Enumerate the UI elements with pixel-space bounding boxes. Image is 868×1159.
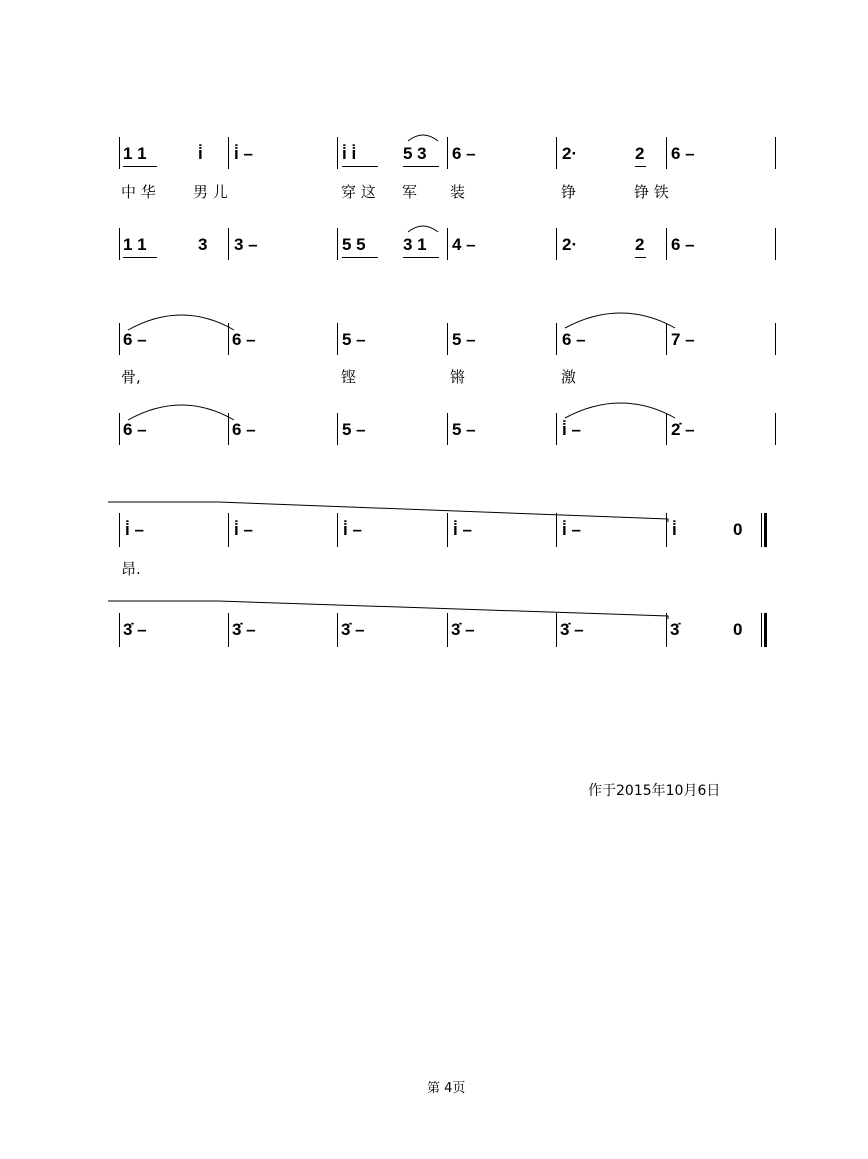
note-upper: 6 – (671, 144, 695, 163)
barline (556, 413, 557, 445)
note-upper: 6 – (452, 144, 476, 163)
note-lower: 3̇ – (232, 620, 256, 639)
note-lower: 3̇ – (341, 620, 365, 639)
note-upper: 7 – (671, 330, 695, 349)
lyric: 军 (402, 183, 418, 201)
barline (119, 413, 120, 445)
note-lower: 3 – (234, 235, 258, 254)
lyric: 昂. (121, 560, 141, 578)
barline (228, 137, 229, 169)
note-lower: 6 – (232, 420, 256, 439)
tie (563, 398, 679, 420)
barline (119, 323, 120, 355)
note-lower: 6 – (671, 235, 695, 254)
barline (337, 413, 338, 445)
barline (775, 323, 776, 355)
barline (666, 137, 667, 169)
note-upper: i̇ – (125, 520, 144, 539)
tie (126, 400, 238, 422)
final-barline-thick (764, 613, 767, 647)
note-lower: i̇ – (562, 420, 581, 439)
tie (563, 308, 679, 330)
barline (337, 228, 338, 260)
note-lower: 3̇ (670, 620, 680, 639)
note-lower: 5 5 (342, 235, 366, 254)
final-barline-thick (764, 513, 767, 547)
note-lower: 3̇ – (560, 620, 584, 639)
note-upper: i̇ – (453, 520, 472, 539)
note-upper: 2· (562, 144, 578, 163)
barline (447, 323, 448, 355)
note-lower: 0 (733, 620, 743, 639)
underline (342, 166, 378, 167)
note-upper: 5 – (452, 330, 476, 349)
note-lower: 5 – (342, 420, 366, 439)
note-lower: 6 – (123, 420, 147, 439)
note-upper: i̇ – (234, 520, 253, 539)
barline (228, 228, 229, 260)
lyric: 男 儿 (193, 183, 228, 201)
note-upper: 2 (635, 144, 645, 163)
lyric: 铮 铁 (634, 183, 669, 201)
note-upper: 6 – (562, 330, 586, 349)
note-upper: 1 1 (123, 144, 147, 163)
note-lower: 3̇ – (451, 620, 475, 639)
slur (406, 222, 440, 234)
note-lower: 2 (635, 235, 645, 254)
barline (556, 228, 557, 260)
note-lower: 3̇ – (123, 620, 147, 639)
lyric: 骨, (121, 368, 141, 386)
page-number: 第 4页 (427, 1081, 466, 1096)
final-barline-thin (761, 513, 762, 547)
slur (406, 131, 440, 143)
note-upper: 0 (733, 520, 743, 539)
note-upper: i̇ (198, 144, 203, 163)
note-upper: 6 – (232, 330, 256, 349)
note-upper: i̇ (672, 520, 677, 539)
final-barline-thin (761, 613, 762, 647)
underline (635, 257, 646, 258)
barline (119, 228, 120, 260)
barline (447, 413, 448, 445)
note-lower: 3 1 (403, 235, 427, 254)
barline (447, 137, 448, 169)
note-lower: 3 (198, 235, 208, 254)
lyric: 中 华 (121, 183, 156, 201)
barline (775, 137, 776, 169)
barline (666, 228, 667, 260)
barline (556, 513, 557, 547)
barline (228, 613, 229, 647)
barline (337, 513, 338, 547)
barline (775, 228, 776, 260)
barline (556, 137, 557, 169)
barline (447, 228, 448, 260)
note-upper: i̇ – (343, 520, 362, 539)
underline (342, 257, 378, 258)
long-tie (106, 597, 676, 623)
barline (337, 323, 338, 355)
note-lower: 5 – (452, 420, 476, 439)
barline (228, 513, 229, 547)
barline (119, 613, 120, 647)
barline (337, 137, 338, 169)
lyric: 铿 (341, 368, 357, 386)
underline (635, 166, 646, 167)
barline (775, 413, 776, 445)
note-lower: 2· (562, 235, 578, 254)
note-lower: 4 – (452, 235, 476, 254)
lyric: 穿 这 (341, 183, 376, 201)
barline (119, 137, 120, 169)
note-upper: i̇ i̇ (342, 144, 357, 163)
barline (556, 323, 557, 355)
lyric: 激 (561, 368, 577, 386)
underline (123, 257, 157, 258)
lyric: 装 (450, 183, 466, 201)
barline (666, 613, 667, 647)
composition-date: 作于2015年10月6日 (588, 783, 721, 799)
note-upper: i̇ – (562, 520, 581, 539)
barline (556, 613, 557, 647)
note-upper: i̇ – (234, 144, 253, 163)
barline (666, 513, 667, 547)
tie (126, 310, 238, 332)
long-tie (106, 498, 676, 524)
barline (447, 513, 448, 547)
note-upper: 5 – (342, 330, 366, 349)
barline (119, 513, 120, 547)
underline (123, 166, 157, 167)
note-lower: 1 1 (123, 235, 147, 254)
note-upper: 5 3 (403, 144, 427, 163)
underline (403, 166, 439, 167)
note-upper: 6 – (123, 330, 147, 349)
barline (447, 613, 448, 647)
barline (337, 613, 338, 647)
underline (403, 257, 439, 258)
note-lower: 2̇ – (671, 420, 695, 439)
lyric: 锵 (450, 368, 466, 386)
lyric: 铮 (561, 183, 577, 201)
